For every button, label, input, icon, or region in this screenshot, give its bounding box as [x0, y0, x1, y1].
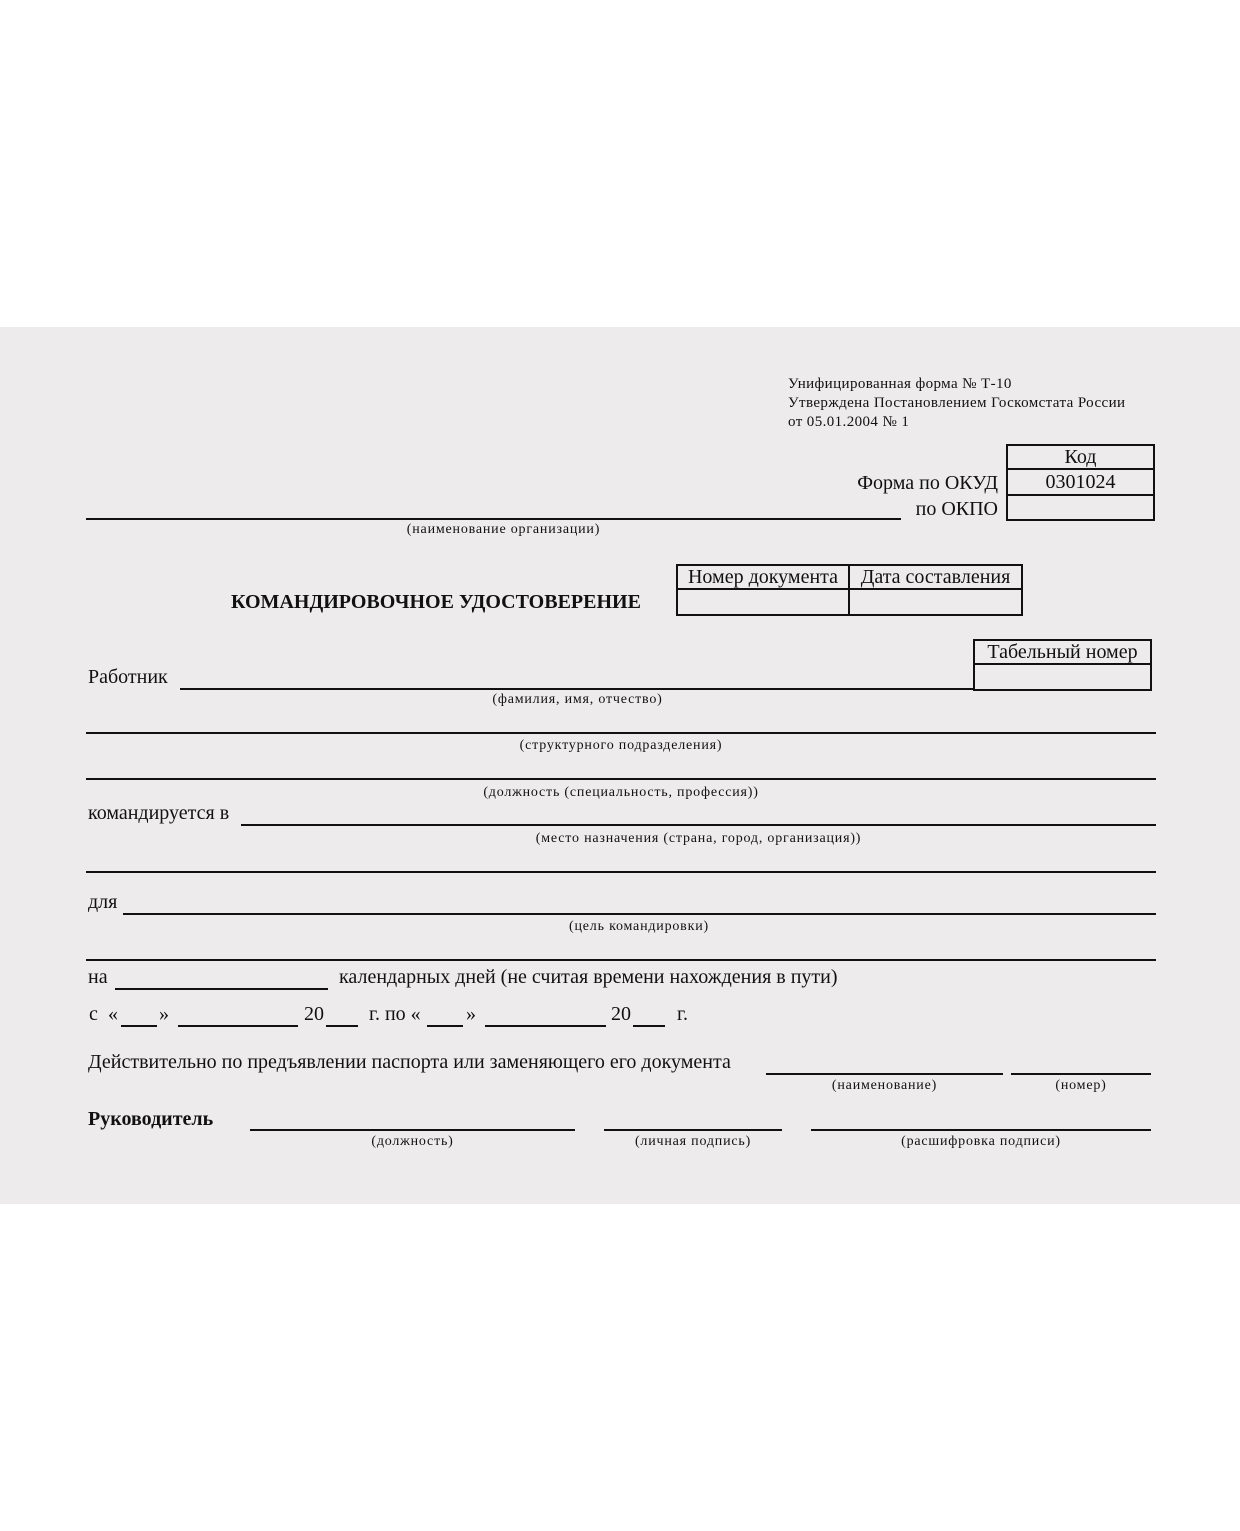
period-to-label: г. по «: [369, 1003, 421, 1025]
okud-code-field[interactable]: 0301024: [1045, 471, 1116, 493]
approval-text: Утверждена Постановлением Госкомстата России: [788, 395, 1126, 411]
document-title: КОМАНДИРОВОЧНОЕ УДОСТОВЕРЕНИЕ: [231, 591, 641, 613]
year-suffix: г.: [677, 1003, 688, 1025]
to-day-field[interactable]: [427, 1025, 463, 1027]
worker-label: Работник: [88, 666, 168, 688]
close-quote: »: [159, 1003, 169, 1025]
from-year-prefix: 20: [304, 1003, 324, 1025]
okud-label: Форма по ОКУД: [857, 472, 998, 494]
organization-name-field[interactable]: [86, 518, 901, 520]
department-caption: (структурного подразделения): [519, 738, 723, 753]
kod-header: Код: [1064, 446, 1097, 468]
head-signature-caption: (личная подпись): [634, 1134, 752, 1149]
from-year-field[interactable]: [326, 1025, 358, 1027]
department-field[interactable]: [86, 732, 1156, 734]
head-decoding-caption: (расшифровка подписи): [901, 1134, 1061, 1149]
form-number-text: Унифицированная форма № Т-10: [788, 376, 1012, 392]
destination-field-continued[interactable]: [86, 871, 1156, 873]
duration-text: календарных дней (не считая времени нахождения в пути): [339, 966, 838, 988]
open-quote: «: [108, 1003, 118, 1025]
head-signature-field[interactable]: [604, 1129, 782, 1131]
destination-label: командируется в: [88, 802, 230, 824]
doc-number-header: Номер документа: [687, 566, 839, 588]
doc-date-header: Дата составления: [860, 566, 1011, 588]
passport-text: Действительно по предъявлении паспорта или заменяющего его документа: [88, 1051, 731, 1073]
tabel-number-header: Табельный номер: [987, 641, 1138, 663]
okpo-label: по ОКПО: [915, 498, 998, 520]
codes-divider: [1006, 494, 1155, 496]
to-year-prefix: 20: [611, 1003, 631, 1025]
to-month-field[interactable]: [485, 1025, 606, 1027]
purpose-field[interactable]: [123, 913, 1156, 915]
passport-doc-number-field[interactable]: [1011, 1073, 1151, 1075]
position-caption: (должность (специальность, профессия)): [483, 785, 759, 800]
period-from-label: с: [89, 1003, 98, 1025]
purpose-caption: (цель командировки): [569, 919, 709, 934]
passport-number-caption: (номер): [1055, 1078, 1107, 1093]
to-year-field[interactable]: [633, 1025, 665, 1027]
passport-doc-name-field[interactable]: [766, 1073, 1003, 1075]
head-position-caption: (должность): [371, 1134, 454, 1149]
organization-caption: (наименование организации): [406, 522, 601, 537]
passport-name-caption: (наименование): [831, 1078, 938, 1093]
worker-fio-field[interactable]: [180, 688, 975, 690]
close-quote: »: [466, 1003, 476, 1025]
destination-field[interactable]: [241, 824, 1156, 826]
worker-fio-caption: (фамилия, имя, отчество): [492, 692, 663, 707]
purpose-field-continued[interactable]: [86, 959, 1156, 961]
approval-date-text: от 05.01.2004 № 1: [788, 414, 910, 430]
from-day-field[interactable]: [121, 1025, 157, 1027]
head-label: Руководитель: [88, 1108, 214, 1130]
head-position-field[interactable]: [250, 1129, 575, 1131]
from-month-field[interactable]: [178, 1025, 298, 1027]
head-signature-decoding-field[interactable]: [811, 1129, 1151, 1131]
duration-days-field[interactable]: [115, 988, 328, 990]
destination-caption: (место назначения (страна, город, организация)): [535, 831, 862, 846]
duration-na-label: на: [88, 966, 108, 988]
position-field[interactable]: [86, 778, 1156, 780]
purpose-label: для: [88, 891, 118, 913]
